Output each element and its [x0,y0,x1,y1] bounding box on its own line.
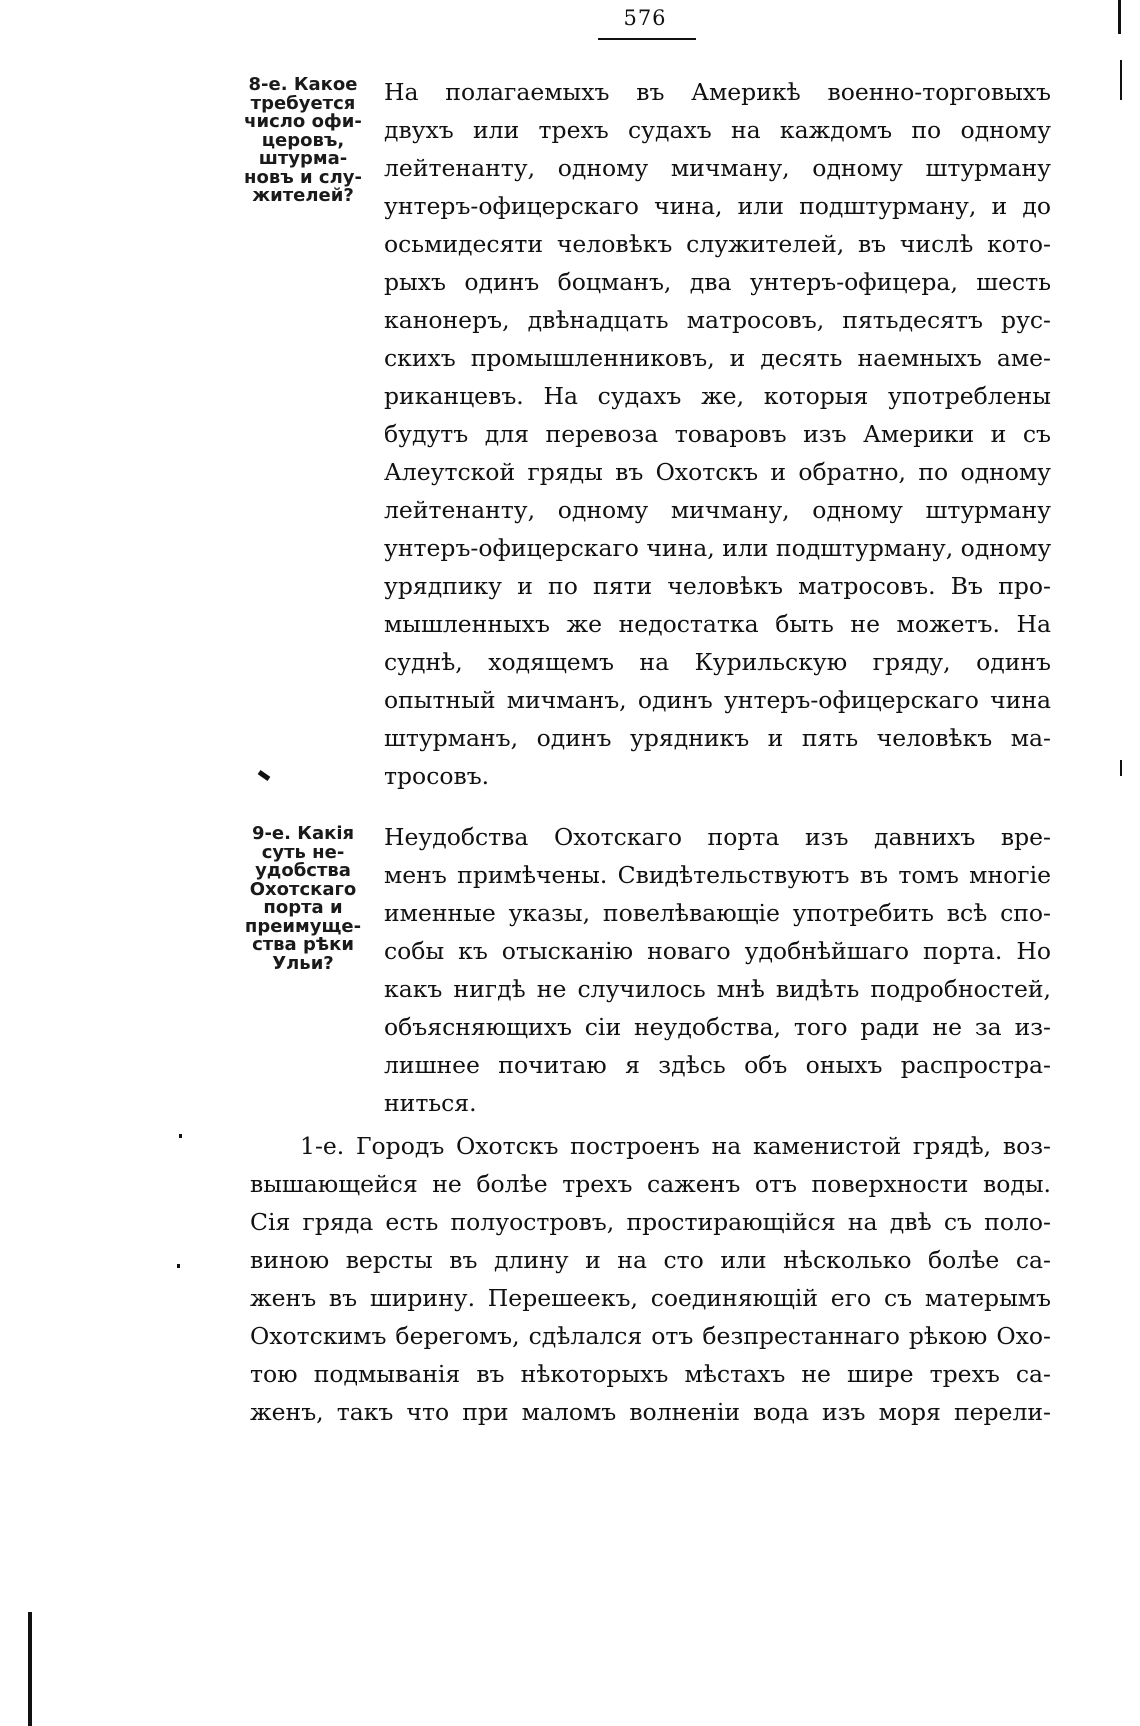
text-line: Алеутской гряды въ Охотскъ и обратно, по одному [384,458,1051,486]
text-line: риканцевъ. На судахъ же, которыя употреблены [384,382,1051,410]
sidenote-line: требуется [250,92,356,114]
text-line: будутъ для перевоза товаровъ изъ Америки и съ [384,420,1051,448]
sidenote-line: порта и [263,897,343,918]
text-line: Неудобства Охотскаго порта изъ давнихъ вре- [384,823,1051,851]
text-line: виною версты въ длину и на сто или нѣсколько болѣе са- [250,1246,1051,1274]
text-line: канонеръ, двѣнадцать матросовъ, пятьдесятъ рус- [384,306,1051,334]
text-line: тою подмыванія въ нѣкоторыхъ мѣстахъ не шире трехъ са- [250,1360,1051,1388]
text-line: суднѣ, ходящемъ на Курильскую гряду, одинъ [384,648,1051,676]
page-number: 576 [623,6,667,30]
text-line: вышающейся не болѣе трехъ саженъ отъ поверхности воды. [250,1170,1051,1198]
text-line: Охотскимъ берегомъ, сдѣлался отъ безпрестаннаго рѣкою Охо- [250,1322,1051,1350]
text-line: двухъ или трехъ судахъ на каждомъ по одному [384,116,1051,144]
sidenote-line: удобства [255,860,351,881]
text-line: лейтенанту, одному мичману, одному штурману [384,496,1051,524]
page-number-rule [598,38,696,40]
sidenote-port [228,825,378,973]
scan-edge-mark [1120,760,1122,776]
ink-speck [177,1264,180,1268]
sidenote-line: Охотскаго [249,878,357,900]
text-line: женъ въ ширину. Перешеекъ, соединяющій его съ матерымъ [250,1284,1051,1312]
text-line: ниться. [384,1089,477,1117]
text-line: Сія гряда есть полуостровъ, простирающійся на двѣ съ поло- [250,1208,1051,1236]
text-line: мышленныхъ же недостатка быть не можетъ. На [384,610,1051,638]
sidenote-line: преимуще- [244,915,362,937]
text-line: унтеръ-офицерскаго чина, или подштурману, и до [384,192,1051,220]
text-line: женъ, такъ что при маломъ волненіи вода изъ моря перели- [250,1398,1051,1426]
text-line: 1-е. Городъ Охотскъ построенъ на каменистой грядѣ, воз- [300,1132,1051,1160]
text-line: На полагаемыхъ въ Америкѣ военно-торговыхъ [384,78,1051,106]
text-line: штурманъ, одинъ урядникъ и пять человѣкъ ма- [384,724,1051,752]
sidenote-line: число офи- [244,111,362,132]
sidenote-line: штурма- [258,148,348,169]
sidenote-line: Ульи? [272,952,334,974]
text-line: унтеръ-офицерскаго чина, или подштурману, одному [384,534,1052,562]
sidenote-line: жителей? [252,185,354,206]
text-line: объясняющихъ сіи неудобства, того ради не за из- [384,1013,1051,1041]
text-line: рыхъ одинъ боцманъ, два унтеръ-офицера, шесть [384,268,1051,296]
text-line: именные указы, повелѣвающіе употребить всѣ спо- [384,899,1051,927]
sidenote-line: суть не- [261,841,345,863]
text-line: урядпику и по пяти человѣкъ матросовъ. Въ про- [384,572,1051,600]
scan-edge-mark [1120,60,1122,100]
ink-speck [258,770,271,781]
text-line: собы къ отысканію новаго удобнѣйшаго порта. Но [384,937,1051,965]
ink-speck [179,1134,182,1138]
text-line: какъ нигдѣ не случилось мнѣ видѣть подробностей, [384,975,1051,1003]
sidenote-line: новъ и слу- [244,166,362,188]
scan-edge-mark [1118,0,1121,34]
text-line: тросовъ. [384,762,490,790]
text-line: осьмидесяти человѣкъ служителей, въ числѣ кото- [384,230,1051,258]
text-line: опытный мичманъ, одинъ унтеръ-офицерскаго чина [384,686,1051,714]
sidenote-officers [228,76,378,206]
scan-edge-mark [28,1612,32,1726]
text-line: менъ примѣчены. Свидѣтельствуютъ въ томъ многіе [384,861,1051,889]
text-line: скихъ промышленниковъ, и десять наемныхъ аме- [384,344,1051,372]
sidenote-line: 9-е. Какія [251,823,355,844]
sidenote-line: ства рѣки [252,934,354,955]
sidenote-line: церовъ, [261,129,345,151]
sidenote-line: 8-е. Какое [248,74,358,95]
text-line: лейтенанту, одному мичману, одному штурману [384,154,1051,182]
text-line: лишнее почитаю я здѣсь объ оныхъ распростра- [384,1051,1051,1079]
